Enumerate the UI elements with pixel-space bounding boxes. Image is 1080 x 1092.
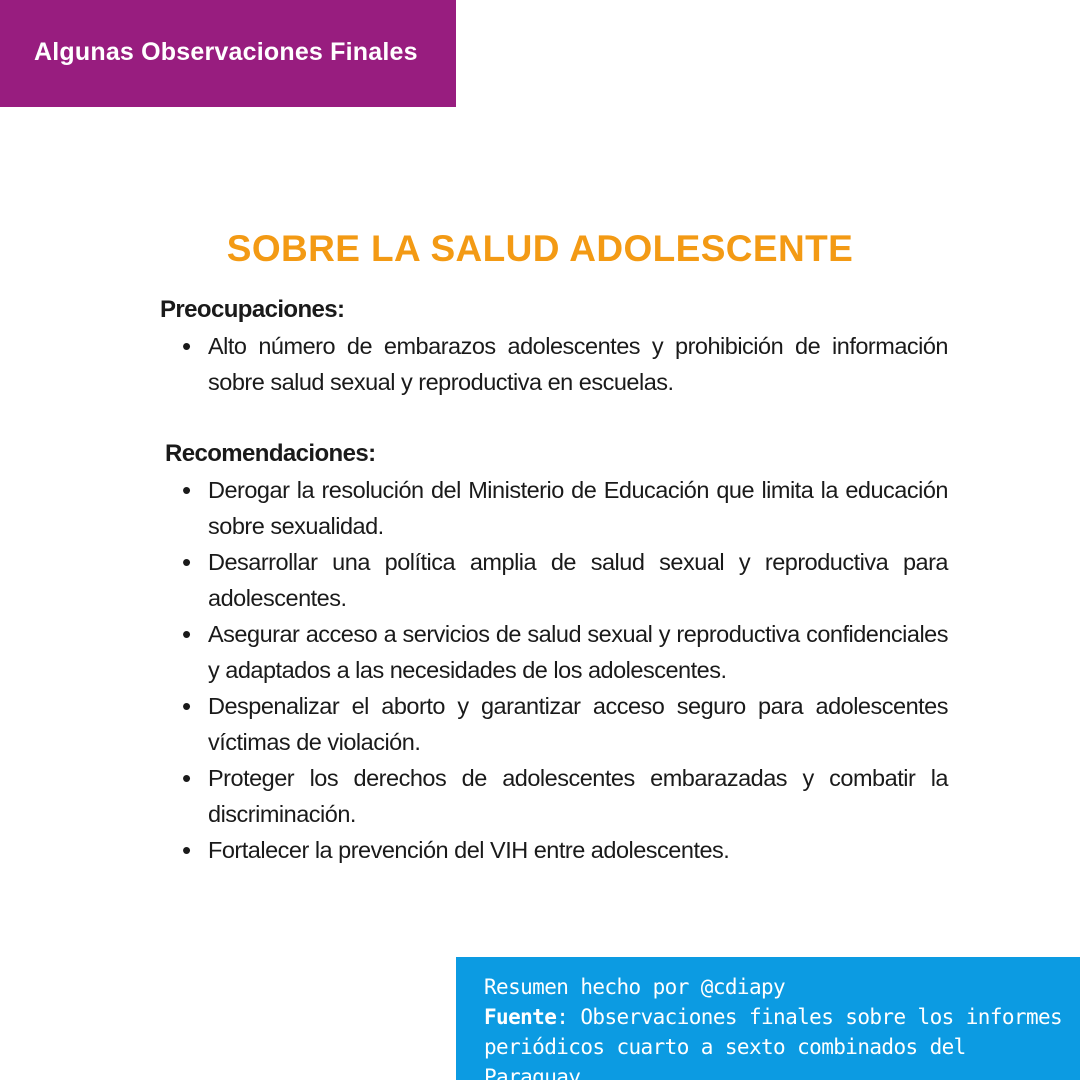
source-citation (484, 1002, 1064, 1092)
source-label: Fuente (484, 1005, 557, 1029)
footer-credits (484, 972, 1064, 1092)
page-title: SOBRE LA SALUD ADOLESCENTE (226, 228, 854, 269)
recommendation-item: • Despenalizar el aborto y garantizar acceso seguro para adolescentes víctimas de violación. (208, 688, 948, 760)
recommendation-item: • Fortalecer la prevención del VIH entre adolescentes. (208, 832, 948, 868)
source-text: : Observaciones finales sobre los informes periódicos cuarto a sexto combinados del Paraguay. (484, 1005, 1063, 1089)
recommendation-item: • Desarrollar una política amplia de salud sexual y reproductiva para adolescentes. (208, 544, 948, 616)
recommendations-heading: Recomendaciones: (165, 440, 376, 467)
concern-item: • Alto número de embarazos adolescentes y prohibición de información sobre salud sexual y reproductiva en escuelas. (208, 328, 948, 400)
recommendation-item: • Derogar la resolución del Ministerio de Educación que limita la educación sobre sexualidad. (208, 472, 948, 544)
content-body (160, 292, 948, 868)
concerns-heading: Preocupaciones: (160, 296, 345, 323)
summary-credit: Resumen hecho por @cdiapy (484, 975, 786, 999)
recommendation-item: • Asegurar acceso a servicios de salud sexual y reproductiva confidenciales y adaptados a las necesidades de los adolescentes. (208, 616, 948, 688)
recommendation-item: • Proteger los derechos de adolescentes embarazadas y combatir la discriminación. (208, 760, 948, 832)
recommendations-list (160, 472, 948, 868)
header-title: Algunas Observaciones Finales (34, 38, 418, 66)
concerns-list (160, 328, 948, 400)
